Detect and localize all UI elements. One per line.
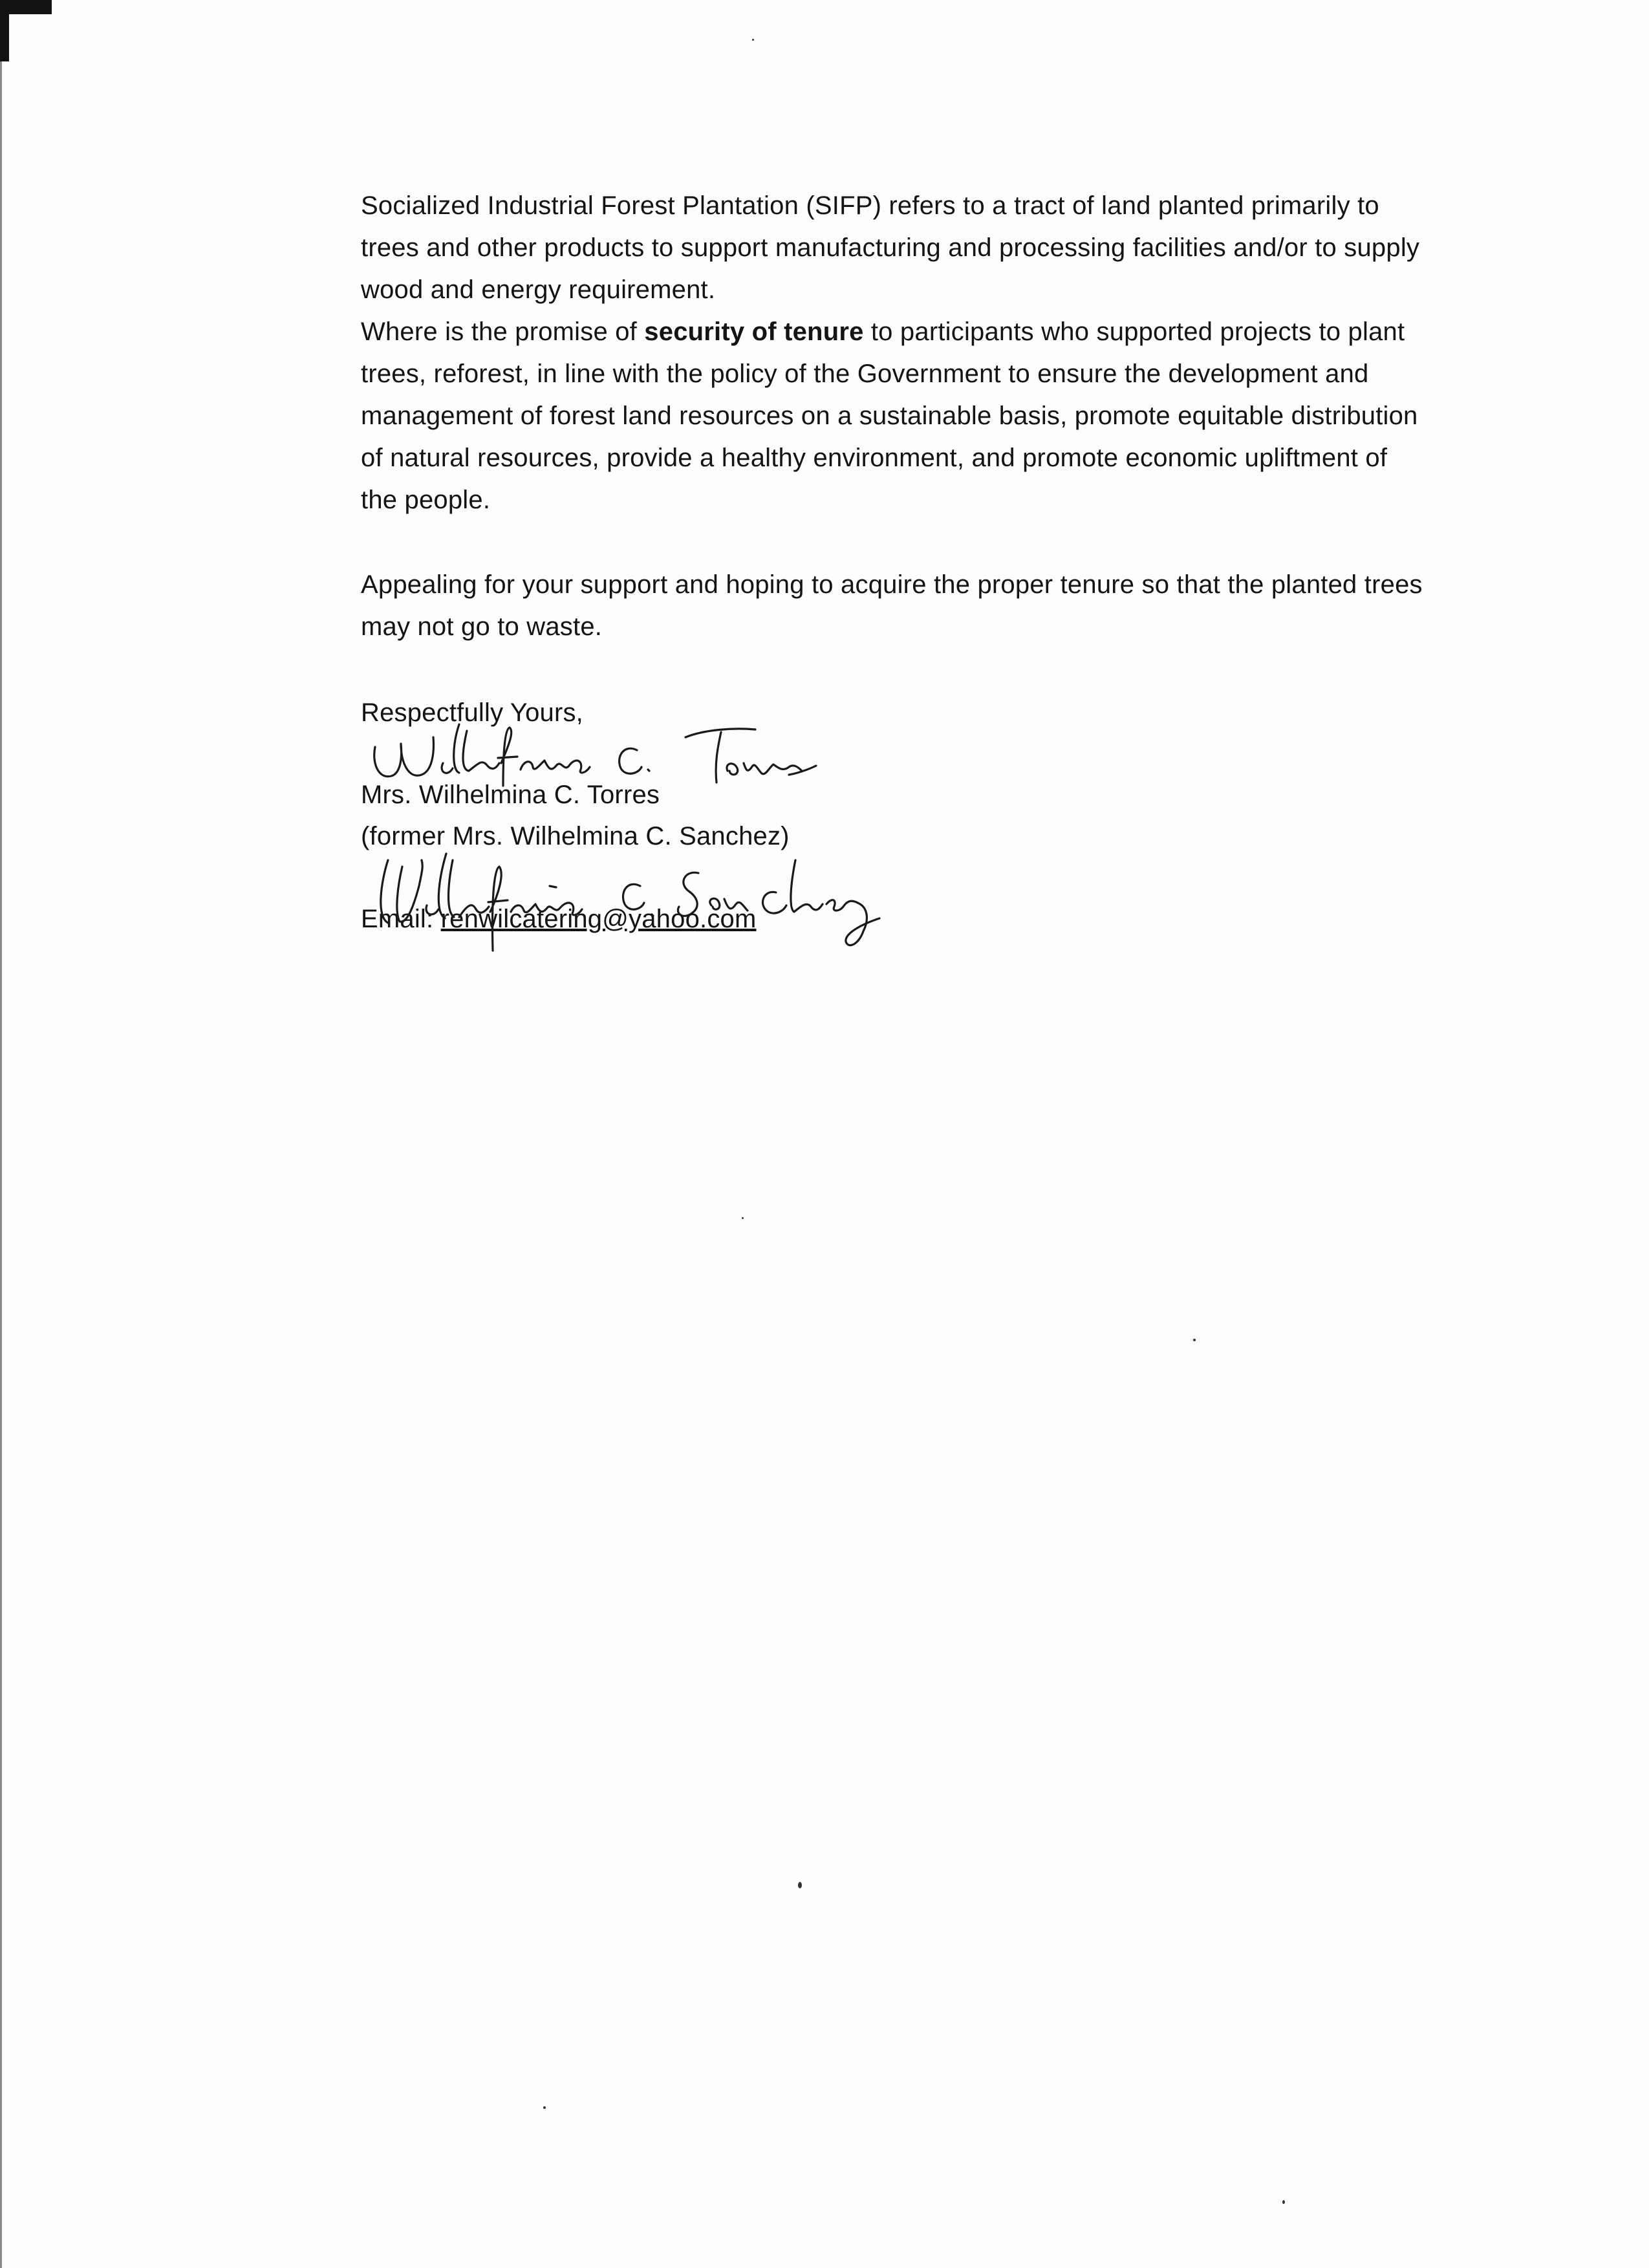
email-link[interactable]: renwilcatering@yahoo.com (440, 905, 757, 933)
paragraph-line: Appealing for your support and hoping to acquire the proper tenure so that the planted trees (361, 570, 1423, 599)
scan-speck (752, 39, 754, 41)
scan-speck (742, 1217, 744, 1219)
former-name: (former Mrs. Wilhelmina C. Sanchez) (361, 822, 790, 850)
email-label: Email: (361, 905, 441, 933)
scan-speck (543, 2106, 546, 2109)
paragraph-line: Socialized Industrial Forest Plantation (SIFP) refers to a tract of land planted primarily to (361, 191, 1379, 220)
paragraph-sifp-definition (361, 185, 1525, 311)
scan-corner-mark-vertical (0, 0, 9, 61)
bold-phrase: security of tenure (644, 318, 864, 346)
closing-salutation: Respectfully Yours, (361, 698, 583, 727)
text-segment: Where is the promise of (361, 318, 645, 346)
signatory-name: Mrs. Wilhelmina C. Torres (361, 781, 660, 809)
paragraph-line (361, 311, 1525, 353)
scan-speck (1193, 1339, 1196, 1341)
scan-speck (1282, 2200, 1285, 2204)
paragraph-line: trees, reforest, in line with the policy of the Government to ensure the development and (361, 360, 1369, 388)
text-segment: to participants who supported projects to plant (863, 318, 1405, 346)
paragraph-line: the people. (361, 486, 491, 514)
paragraph-line: management of forest land resources on a sustainable basis, promote equitable distribution (361, 402, 1418, 430)
email-line (361, 898, 1525, 940)
paragraph-appeal (361, 564, 1525, 648)
scan-speck (798, 1882, 802, 1888)
paragraph-security-of-tenure (361, 311, 1525, 521)
scan-edge-line (0, 61, 2, 2268)
paragraph-line: of natural resources, provide a healthy environment, and promote economic upliftment of (361, 444, 1388, 472)
paragraph-line: may not go to waste. (361, 612, 603, 641)
paragraph-line: trees and other products to support manufacturing and processing facilities and/or to supply (361, 233, 1420, 262)
paragraph-line: wood and energy requirement. (361, 275, 716, 304)
